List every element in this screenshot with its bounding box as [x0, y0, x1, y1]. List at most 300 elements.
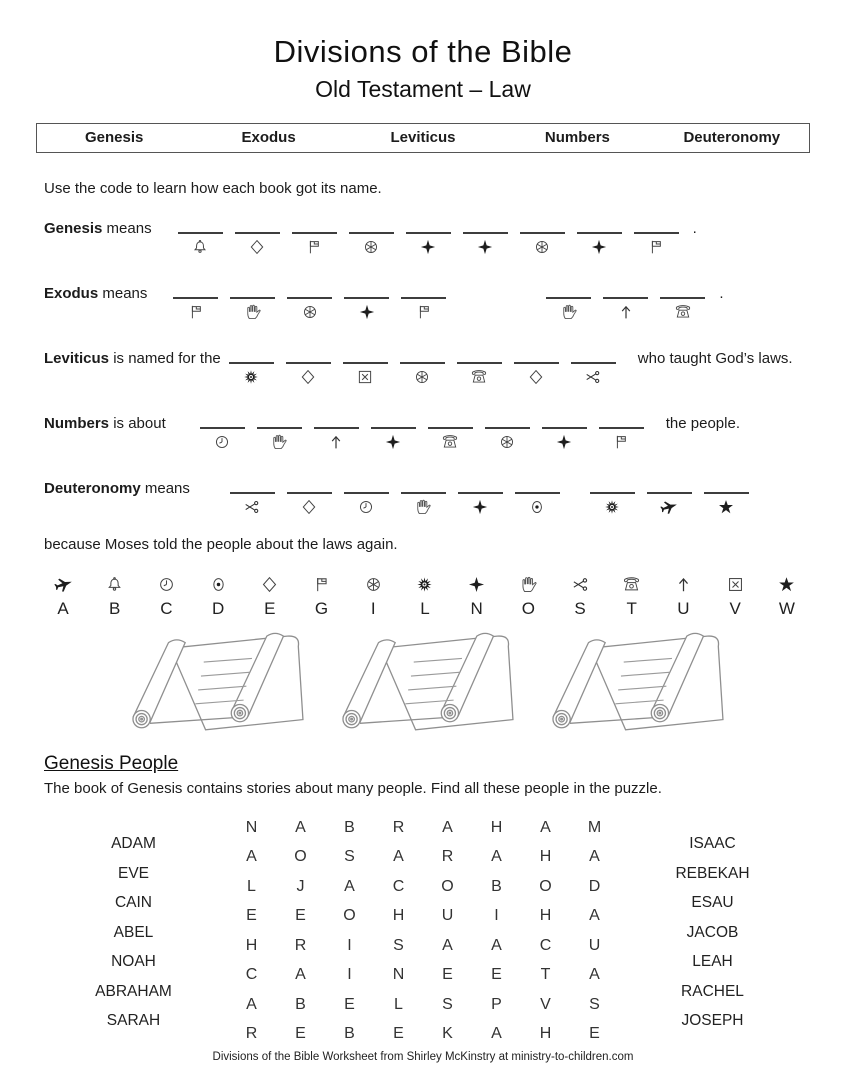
- flower-icon: [415, 575, 434, 594]
- grid-letter: A: [295, 818, 306, 836]
- answer-blank: [344, 283, 389, 321]
- grid-letter: B: [295, 995, 306, 1013]
- code-key-entry: [615, 575, 649, 619]
- blank-line: [458, 492, 503, 494]
- grid-letter: A: [442, 936, 453, 954]
- word-list-right: [619, 813, 806, 1036]
- blank-groups: [200, 413, 644, 451]
- blank-line: [704, 492, 749, 494]
- code-puzzle-numbers: [44, 413, 846, 457]
- blank-group: [230, 478, 560, 516]
- diamond-icon: [299, 368, 317, 386]
- answer-blank: [463, 218, 508, 256]
- word-list-item: LEAH: [692, 953, 733, 970]
- code-key-letter: O: [521, 599, 535, 618]
- code-puzzle-exodus: [44, 283, 846, 327]
- grid-letter: R: [294, 936, 307, 954]
- code-puzzles: [44, 218, 846, 522]
- blank-line: [287, 492, 332, 494]
- hand-icon: [519, 575, 538, 594]
- answer-blank: [401, 283, 446, 321]
- code-key-letter: I: [370, 599, 376, 618]
- page-subtitle: Old Testament – Law: [315, 76, 531, 102]
- arrow-up-icon: [617, 303, 635, 321]
- puzzle-label: Numbers is about: [44, 415, 166, 432]
- instruction-text: Use the code to learn how each book got its name.: [44, 180, 382, 197]
- code-key-letter: E: [264, 599, 276, 618]
- grid-letter: D: [588, 877, 601, 895]
- answer-blank: [599, 413, 644, 451]
- star4-icon: [476, 238, 494, 256]
- grid-letter: C: [245, 966, 258, 984]
- blank-line: [520, 232, 565, 234]
- grid-letter: A: [589, 907, 600, 925]
- book-name: Leviticus: [390, 129, 456, 146]
- flag-icon: [312, 575, 331, 594]
- grid-letter: A: [589, 966, 600, 984]
- answer-blank: [520, 218, 565, 256]
- book-word: Leviticus: [44, 350, 110, 367]
- answer-blank: [704, 478, 749, 516]
- word-list-item: ESAU: [691, 894, 734, 911]
- word-list-item: CAIN: [114, 894, 153, 911]
- code-key-letter: V: [729, 599, 741, 618]
- blank-line: [349, 232, 394, 234]
- answer-blank: [235, 218, 280, 256]
- blank-line: [634, 232, 679, 234]
- code-key-letter: N: [470, 599, 483, 618]
- boxed-x-icon: [356, 368, 374, 386]
- blank-line: [229, 362, 274, 364]
- blank-group: [546, 283, 705, 321]
- grid-letter: V: [540, 995, 551, 1013]
- answer-blank: [571, 348, 616, 386]
- code-key-entry: [201, 575, 235, 619]
- answer-blank: [286, 348, 331, 386]
- answer-blank: [546, 283, 591, 321]
- puzzle-label: Leviticus is named for the: [44, 350, 221, 367]
- code-key-entry: [408, 575, 442, 619]
- grid-letter: E: [295, 907, 306, 925]
- answer-blank: [514, 348, 559, 386]
- word-list-item: JACOB: [686, 923, 739, 941]
- grid-letter: E: [295, 1025, 306, 1043]
- grid-letter: M: [587, 818, 602, 836]
- blank-line: [230, 492, 275, 494]
- grid-letter: L: [394, 995, 403, 1013]
- grid-letter: O: [294, 848, 307, 866]
- wheel-icon: [413, 368, 431, 386]
- answer-blank: [400, 348, 445, 386]
- grid-letter: H: [539, 907, 552, 925]
- book-name: Numbers: [544, 129, 610, 146]
- blank-line: [542, 427, 587, 429]
- star4-icon: [471, 498, 489, 516]
- blank-line: [515, 492, 560, 494]
- arrow-up-icon: [327, 433, 345, 451]
- bell-icon: [191, 238, 209, 256]
- answer-blank: [428, 413, 473, 451]
- hand-icon: [414, 498, 432, 516]
- diamond-icon: [300, 498, 318, 516]
- telephone-icon: [622, 575, 641, 594]
- grid-letter: A: [344, 877, 355, 895]
- grid-letter: A: [491, 936, 502, 954]
- scrolls-row: [0, 631, 846, 747]
- scroll-illustration: [321, 631, 525, 747]
- grid-letter: E: [589, 1025, 600, 1043]
- book-word: Deuteronomy: [44, 480, 141, 497]
- code-key: [46, 575, 804, 619]
- puzzle-suffix: .: [692, 220, 697, 237]
- code-key-entry: [460, 575, 494, 619]
- wheel-icon: [362, 238, 380, 256]
- book-word: Exodus: [44, 285, 99, 302]
- book-word: Genesis: [44, 220, 103, 237]
- flower-icon: [603, 498, 621, 516]
- answer-blank: [401, 478, 446, 516]
- grid-letter: A: [246, 995, 257, 1013]
- code-key-letter: W: [778, 599, 795, 618]
- blank-line: [577, 232, 622, 234]
- grid-letter: C: [392, 877, 405, 895]
- code-puzzle-leviticus: [44, 348, 846, 392]
- star4-icon: [555, 433, 573, 451]
- wheel-icon: [301, 303, 319, 321]
- book-name: Exodus: [241, 129, 296, 146]
- puzzle-label: Deuteronomy means: [44, 480, 190, 497]
- code-key-entry: [305, 575, 339, 619]
- grid-letter: O: [539, 877, 552, 895]
- diamond-icon: [248, 238, 266, 256]
- star4-icon: [419, 238, 437, 256]
- word-list-item: ISAAC: [689, 835, 736, 852]
- grid-letter: S: [393, 936, 404, 954]
- answer-blank: [485, 413, 530, 451]
- code-key-letter: S: [574, 599, 586, 618]
- grid-letter: A: [246, 848, 257, 866]
- code-key-entry: [149, 575, 183, 619]
- blank-line: [400, 362, 445, 364]
- grid-letter: I: [347, 936, 352, 954]
- blank-line: [660, 297, 705, 299]
- grid-letter: H: [539, 1025, 552, 1043]
- word-list-item: ABEL: [113, 923, 154, 941]
- code-key-entry: [253, 575, 287, 619]
- grid-letter: A: [295, 966, 306, 984]
- book-word: Numbers: [44, 415, 110, 432]
- star4-icon: [590, 238, 608, 256]
- grid-letter: H: [392, 907, 405, 925]
- code-key-entry: [98, 575, 132, 619]
- books-bar: [36, 123, 810, 153]
- answer-blank: [230, 478, 275, 516]
- blank-group: [200, 413, 644, 451]
- code-key-entry: [356, 575, 390, 619]
- diamond-icon: [260, 575, 279, 594]
- grid-letter: I: [347, 966, 352, 984]
- clock-icon: [157, 575, 176, 594]
- flag-icon: [415, 303, 433, 321]
- blank-line: [286, 362, 331, 364]
- blank-line: [344, 297, 389, 299]
- airplane-icon: [54, 575, 73, 594]
- grid-letter: C: [539, 936, 552, 954]
- blank-groups: [229, 348, 616, 386]
- blank-line: [257, 427, 302, 429]
- blank-line: [401, 297, 446, 299]
- flag-icon: [647, 238, 665, 256]
- grid-letter: B: [344, 1025, 355, 1043]
- blank-line: [230, 297, 275, 299]
- code-key-letter: D: [211, 599, 225, 618]
- answer-blank: [542, 413, 587, 451]
- grid-letter: A: [393, 848, 404, 866]
- answer-blank: [287, 283, 332, 321]
- puzzle-label: Exodus means: [44, 285, 148, 302]
- answer-blank: [229, 348, 274, 386]
- star5-icon: [777, 575, 796, 594]
- word-list-item: SARAH: [106, 1012, 161, 1029]
- word-list-item: RACHEL: [681, 982, 744, 1000]
- hand-icon: [244, 303, 262, 321]
- grid-letter: A: [491, 848, 502, 866]
- blank-line: [457, 362, 502, 364]
- puzzle-suffix: .: [719, 285, 724, 302]
- blank-group: [229, 348, 616, 386]
- answer-blank: [458, 478, 503, 516]
- code-key-letter: G: [314, 599, 329, 618]
- answer-blank: [200, 413, 245, 451]
- grid-letter: E: [491, 966, 502, 984]
- blank-line: [463, 232, 508, 234]
- grid-letter: P: [491, 995, 502, 1013]
- code-key-letter: C: [160, 599, 173, 618]
- clock-icon: [213, 433, 231, 451]
- grid-letter: J: [296, 877, 305, 895]
- footer-credit: Divisions of the Bible Worksheet from Shirley McKinstry at ministry-to-children.com: [212, 1051, 634, 1063]
- grid-letter: A: [540, 818, 551, 836]
- book-name: Deuteronomy: [683, 129, 781, 146]
- book-name: Genesis: [85, 129, 144, 146]
- code-key-letter: U: [677, 599, 690, 618]
- grid-letter: S: [344, 848, 355, 866]
- answer-blank: [406, 218, 451, 256]
- blank-line: [235, 232, 280, 234]
- answer-blank: [603, 283, 648, 321]
- blank-line: [401, 492, 446, 494]
- blank-line: [173, 297, 218, 299]
- grid-letter: E: [344, 995, 355, 1013]
- boxed-x-icon: [726, 575, 745, 594]
- blank-groups: [178, 218, 679, 256]
- star4-icon: [358, 303, 376, 321]
- telephone-icon: [470, 368, 488, 386]
- code-key-letter: T: [626, 599, 637, 618]
- answer-blank: [577, 218, 622, 256]
- word-search-heading: Genesis People: [44, 753, 179, 774]
- grid-letter: E: [393, 1025, 404, 1043]
- answer-blank: [314, 413, 359, 451]
- blank-line: [590, 492, 635, 494]
- scroll-illustration: [111, 631, 315, 747]
- blank-line: [287, 297, 332, 299]
- blank-group: [173, 283, 446, 321]
- blank-line: [344, 492, 389, 494]
- flag-icon: [305, 238, 323, 256]
- blank-line: [314, 427, 359, 429]
- grid-letter: R: [441, 848, 454, 866]
- grid-letter: L: [247, 877, 256, 895]
- blank-line: [514, 362, 559, 364]
- grid-letter: T: [540, 966, 551, 984]
- blank-line: [546, 297, 591, 299]
- answer-blank: [257, 413, 302, 451]
- flag-icon: [187, 303, 205, 321]
- flower-icon: [242, 368, 260, 386]
- grid-letter: R: [245, 1025, 258, 1043]
- word-list-item: REBEKAH: [675, 864, 750, 882]
- blank-groups: [230, 478, 749, 516]
- clock-icon: [357, 498, 375, 516]
- star4-icon: [467, 575, 486, 594]
- answer-blank: [287, 478, 332, 516]
- grid-letter: I: [494, 907, 499, 925]
- word-list-item: ADAM: [111, 835, 156, 852]
- puzzle-suffix: who taught God’s laws.: [637, 350, 793, 367]
- code-key-entry: [770, 575, 804, 619]
- code-key-entry: [666, 575, 700, 619]
- blank-line: [343, 362, 388, 364]
- grid-letter: H: [490, 818, 503, 836]
- puzzle-suffix: the people.: [665, 415, 740, 432]
- wheel-icon: [498, 433, 516, 451]
- code-key-entry: [563, 575, 597, 619]
- answer-blank: [344, 478, 389, 516]
- grid-letter: S: [442, 995, 453, 1013]
- word-search-description: The book of Genesis contains stories about many people. Find all these people in the puzzle.: [44, 780, 662, 797]
- grid-letter: N: [245, 818, 258, 836]
- blank-line: [292, 232, 337, 234]
- grid-letter: R: [392, 818, 405, 836]
- dot-circle-icon: [209, 575, 228, 594]
- word-list-item: EVE: [117, 864, 149, 882]
- blank-line: [599, 427, 644, 429]
- grid-letter: O: [343, 907, 356, 925]
- word-list-left: [40, 813, 227, 1036]
- blank-line: [603, 297, 648, 299]
- code-puzzle-deuteronomy: [44, 478, 846, 522]
- code-key-letter: B: [109, 599, 121, 618]
- scissors-icon: [243, 498, 261, 516]
- answer-blank: [371, 413, 416, 451]
- star4-icon: [384, 433, 402, 451]
- blank-line: [200, 427, 245, 429]
- scissors-icon: [571, 575, 590, 594]
- blank-groups: [173, 283, 705, 321]
- wheel-icon: [533, 238, 551, 256]
- blank-group: [178, 218, 679, 256]
- grid-letter: B: [491, 877, 502, 895]
- blank-line: [571, 362, 616, 364]
- answer-blank: [590, 478, 635, 516]
- code-key-entry: [46, 575, 80, 619]
- blank-group: [590, 478, 749, 516]
- answer-blank: [173, 283, 218, 321]
- diamond-icon: [527, 368, 545, 386]
- grid-letter: B: [344, 818, 355, 836]
- puzzle-label: Genesis means: [44, 220, 152, 237]
- telephone-icon: [441, 433, 459, 451]
- answer-blank: [349, 218, 394, 256]
- grid-letter: A: [442, 818, 453, 836]
- grid-letter: N: [392, 966, 405, 984]
- answer-blank: [178, 218, 223, 256]
- dot-circle-icon: [528, 498, 546, 516]
- grid-letter: E: [246, 907, 257, 925]
- arrow-up-icon: [674, 575, 693, 594]
- grid-letter: E: [442, 966, 453, 984]
- grid-letter: U: [588, 936, 601, 954]
- grid-letter: A: [589, 848, 600, 866]
- grid-letter: O: [441, 877, 454, 895]
- answer-blank: [230, 283, 275, 321]
- flag-icon: [612, 433, 630, 451]
- scroll-illustration: [531, 631, 735, 747]
- grid-letter: S: [589, 995, 600, 1013]
- blank-line: [406, 232, 451, 234]
- page-title: Divisions of the Bible: [273, 34, 573, 69]
- word-list-item: NOAH: [111, 953, 156, 970]
- grid-letter: A: [491, 1025, 502, 1043]
- grid-letter: H: [539, 848, 552, 866]
- code-key-entry: [511, 575, 545, 619]
- answer-blank: [457, 348, 502, 386]
- answer-blank: [292, 218, 337, 256]
- word-search-grid: [227, 813, 619, 1049]
- deuteronomy-note: because Moses told the people about the laws again.: [44, 536, 398, 553]
- airplane-icon: [660, 498, 678, 516]
- bell-icon: [105, 575, 124, 594]
- hand-icon: [560, 303, 578, 321]
- grid-letter: U: [441, 907, 454, 925]
- code-puzzle-genesis: [44, 218, 846, 262]
- word-list-item: JOSEPH: [681, 1012, 744, 1029]
- word-list-item: ABRAHAM: [95, 982, 172, 1000]
- answer-blank: [647, 478, 692, 516]
- word-search: [40, 813, 806, 1049]
- wheel-icon: [364, 575, 383, 594]
- scissors-icon: [584, 368, 602, 386]
- hand-icon: [270, 433, 288, 451]
- code-key-entry: [718, 575, 752, 619]
- code-key-letter: A: [57, 599, 69, 618]
- blank-line: [371, 427, 416, 429]
- blank-line: [178, 232, 223, 234]
- telephone-icon: [674, 303, 692, 321]
- grid-letter: H: [245, 936, 258, 954]
- blank-line: [485, 427, 530, 429]
- answer-blank: [660, 283, 705, 321]
- grid-letter: K: [442, 1025, 453, 1043]
- code-key-letter: L: [420, 599, 430, 618]
- answer-blank: [343, 348, 388, 386]
- answer-blank: [515, 478, 560, 516]
- blank-line: [647, 492, 692, 494]
- star5-icon: [717, 498, 735, 516]
- answer-blank: [634, 218, 679, 256]
- blank-line: [428, 427, 473, 429]
